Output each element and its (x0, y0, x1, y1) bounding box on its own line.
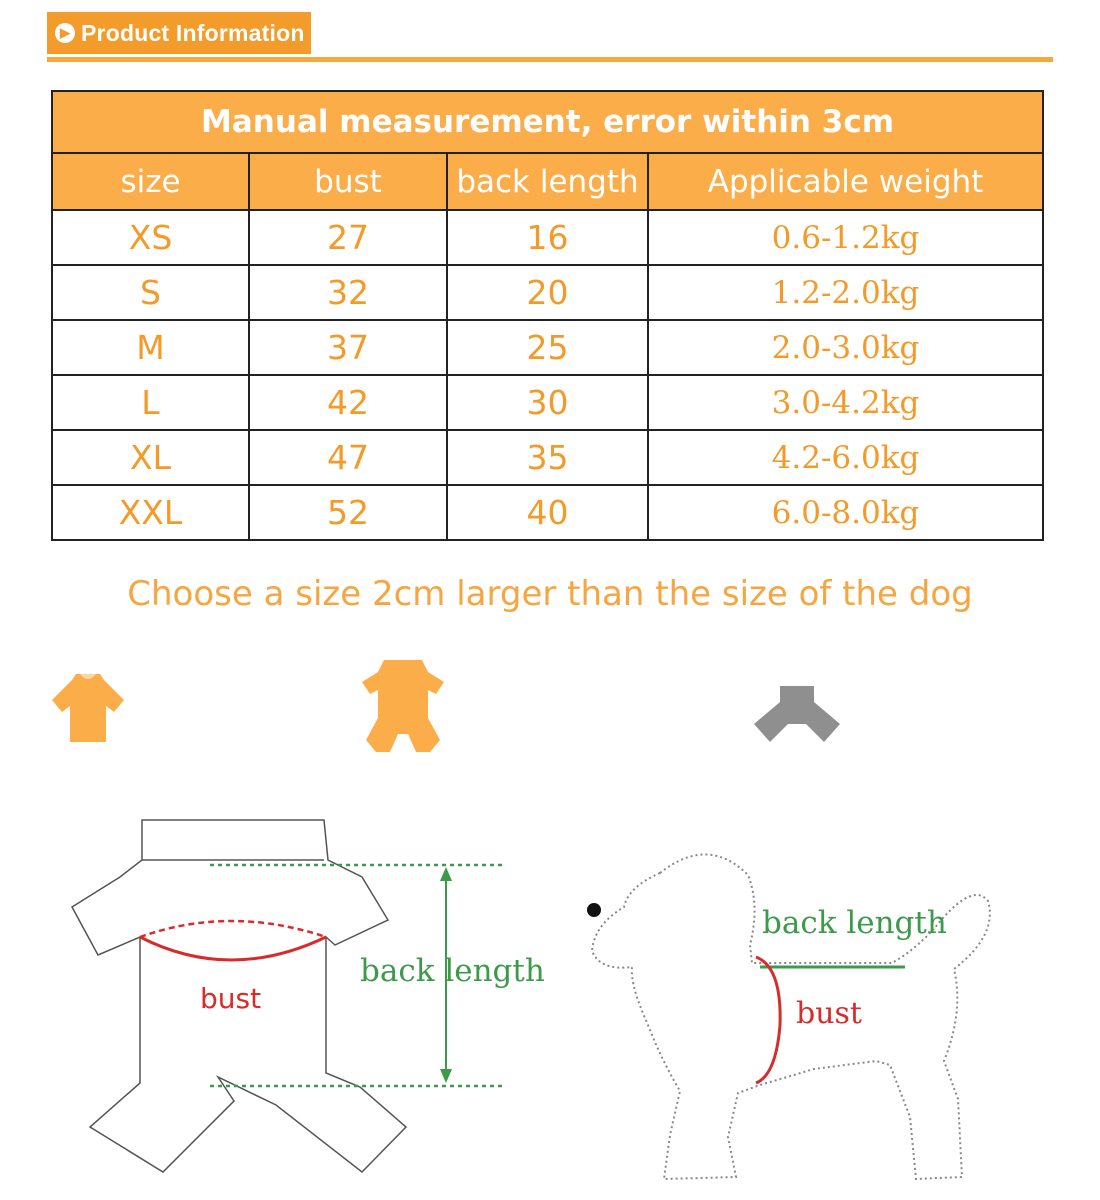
bust-cell: 42 (249, 375, 447, 430)
table-row (52, 210, 1043, 265)
back-length-cell: 40 (447, 485, 648, 540)
size-cell: S (52, 265, 249, 320)
table-title: Manual measurement, error within 3cm (52, 91, 1043, 153)
t-shirt-icon (48, 670, 128, 746)
back-length-cell: 25 (447, 320, 648, 375)
size-cell: M (52, 320, 249, 375)
bust-cell: 32 (249, 265, 447, 320)
table-header-row (52, 153, 1043, 210)
size-cell: XL (52, 430, 249, 485)
size-chart-table (51, 90, 1044, 541)
bust-cell: 52 (249, 485, 447, 540)
dog-measurement-diagram (570, 835, 1010, 1185)
table-row (52, 375, 1043, 430)
bust-cell: 37 (249, 320, 447, 375)
section-title: Product Information (81, 19, 305, 46)
vest-icon (752, 684, 842, 744)
table-title-row (52, 91, 1043, 153)
back-length-cell: 20 (447, 265, 648, 320)
weight-cell: 4.2-6.0kg (648, 430, 1043, 485)
column-header: Applicable weight (648, 153, 1043, 210)
column-header: size (52, 153, 249, 210)
play-circle-icon: ▶ (55, 23, 75, 43)
size-advice-note: Choose a size 2cm larger than the size of the dog (127, 574, 973, 614)
back-length-cell: 35 (447, 430, 648, 485)
table-row (52, 265, 1043, 320)
jumpsuit-icon (360, 656, 446, 754)
back-length-label: back length (360, 953, 545, 989)
bust-cell: 47 (249, 430, 447, 485)
bust-label: bust (796, 996, 862, 1031)
dog-outline (592, 854, 990, 1179)
weight-cell: 3.0-4.2kg (648, 375, 1043, 430)
table-row (52, 430, 1043, 485)
table-row (52, 320, 1043, 375)
section-header (47, 12, 311, 54)
garment-measurement-diagram (60, 815, 550, 1185)
column-header: bust (249, 153, 447, 210)
weight-cell: 2.0-3.0kg (648, 320, 1043, 375)
column-header: back length (447, 153, 648, 210)
weight-cell: 0.6-1.2kg (648, 210, 1043, 265)
size-cell: XS (52, 210, 249, 265)
weight-cell: 6.0-8.0kg (648, 485, 1043, 540)
table-row (52, 485, 1043, 540)
back-length-label: back length (762, 905, 947, 941)
size-cell: XXL (52, 485, 249, 540)
bust-label: bust (200, 982, 262, 1015)
weight-cell: 1.2-2.0kg (648, 265, 1043, 320)
back-length-cell: 30 (447, 375, 648, 430)
bust-cell: 27 (249, 210, 447, 265)
back-length-cell: 16 (447, 210, 648, 265)
header-divider (47, 57, 1053, 62)
size-cell: L (52, 375, 249, 430)
